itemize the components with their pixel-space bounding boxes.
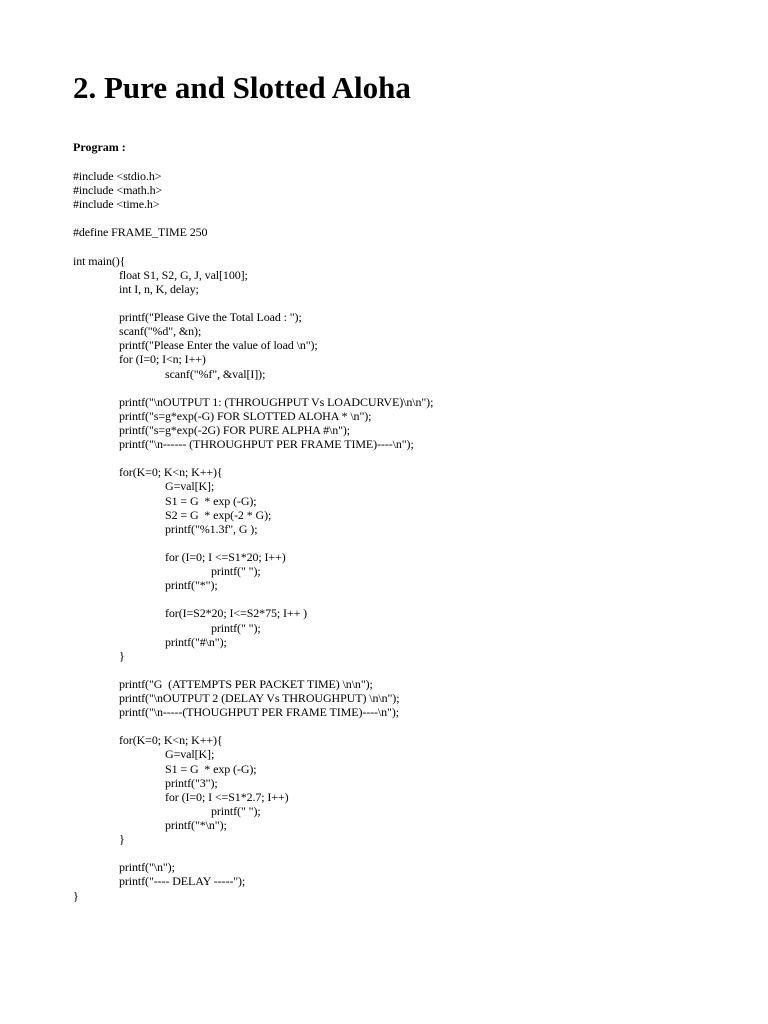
code-line: printf(" "); (211, 620, 261, 635)
code-line: for (I=0; I <=S1*2.7; I++) (165, 789, 289, 804)
code-line: int I, n, K, delay; (119, 281, 199, 296)
code-line: S2 = G * exp(-2 * G); (165, 507, 272, 522)
code-line: #include <math.h> (73, 183, 163, 198)
code-line: printf("\nOUTPUT 2 (DELAY Vs THROUGHPUT) \n\n"); (119, 691, 400, 706)
code-line: for (I=0; I<n; I++) (119, 352, 206, 367)
code-line: } (73, 888, 79, 903)
code-line: printf("\n------ (THROUGHPUT PER FRAME TIME)----\n"); (119, 437, 414, 452)
code-line (73, 719, 713, 733)
code-listing (73, 169, 713, 903)
code-line (73, 592, 713, 606)
code-line: #include <stdio.h> (73, 169, 162, 183)
code-line (73, 846, 713, 860)
code-line (73, 211, 713, 225)
code-line: printf("*"); (165, 578, 218, 593)
code-line (73, 663, 713, 677)
code-line: printf(" "); (211, 564, 261, 579)
code-line: printf("Please Give the Total Load : "); (119, 310, 302, 325)
code-line: #include <time.h> (73, 197, 160, 212)
code-line: printf("Please Enter the value of load \n"); (119, 338, 318, 353)
code-line: printf(" "); (211, 803, 261, 818)
code-line (73, 451, 713, 465)
program-label: Program : (73, 140, 126, 154)
code-line: scanf("%f", &val[I]); (165, 366, 266, 381)
code-line: S1 = G * exp (-G); (165, 761, 257, 776)
code-line: printf("3"); (165, 775, 218, 790)
code-line (73, 296, 713, 310)
code-line: printf("*\n"); (165, 818, 227, 833)
code-line (73, 240, 713, 254)
code-line: for(K=0; K<n; K++){ (119, 733, 223, 748)
page-title: 2. Pure and Slotted Aloha (73, 70, 411, 105)
code-line: printf("G (ATTEMPTS PER PACKET TIME) \n\n"); (119, 676, 373, 691)
code-line (73, 381, 713, 395)
code-line: printf("\n"); (119, 860, 175, 875)
code-line: #define FRAME_TIME 250 (73, 225, 208, 240)
code-line: for (I=0; I <=S1*20; I++) (165, 549, 286, 564)
code-line: printf("\n-----(THOUGHPUT PER FRAME TIME)----\n"); (119, 705, 399, 720)
code-line: S1 = G * exp (-G); (165, 493, 257, 508)
code-line: } (119, 648, 125, 663)
code-line: printf("\nOUTPUT 1: (THROUGHPUT Vs LOADCURVE)\n\n"); (119, 394, 434, 409)
code-line: } (119, 832, 125, 847)
code-line: printf("---- DELAY -----"); (119, 874, 246, 889)
code-line: scanf("%d", &n); (119, 324, 202, 339)
code-line: printf("#\n"); (165, 634, 227, 649)
code-line: G=val[K]; (165, 479, 215, 494)
code-line: for(I=S2*20; I<=S2*75; I++ ) (165, 606, 308, 621)
code-line: int main(){ (73, 253, 126, 268)
code-line: for(K=0; K<n; K++){ (119, 465, 223, 480)
code-line: G=val[K]; (165, 747, 215, 762)
code-line (73, 536, 713, 550)
code-line: float S1, S2, G, J, val[100]; (119, 267, 248, 282)
code-line: printf("s=g*exp(-2G) FOR PURE ALPHA #\n"); (119, 422, 351, 437)
code-line: printf("%1.3f", G ); (165, 521, 258, 536)
code-line: printf("s=g*exp(-G) FOR SLOTTED ALOHA * \n"); (119, 408, 372, 423)
